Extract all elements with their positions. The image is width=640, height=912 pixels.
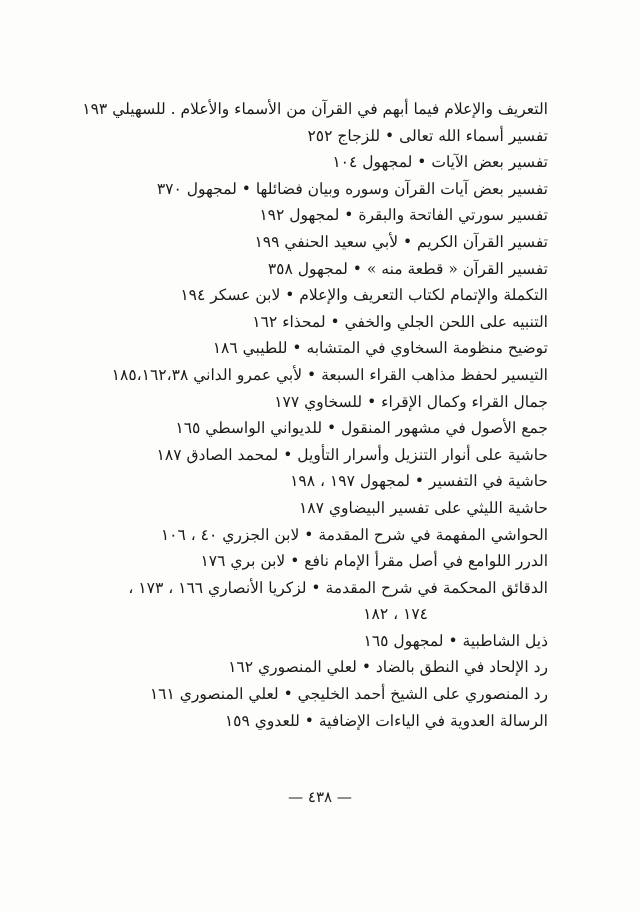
index-entry: حاشية الليثي على تفسير البيضاوي ١٨٧ bbox=[298, 498, 548, 517]
index-entry: رد المنصوري على الشيخ أحمد الخليجي • لعلي المنصوري ١٦١ bbox=[149, 685, 548, 704]
index-entry: الرسالة العدوية في الياءات الإضافية • للعدوي ١٥٩ bbox=[224, 711, 548, 730]
index-entry: تفسير القرآن « قطعة منه » • لمجهول ٣٥٨ bbox=[267, 259, 548, 278]
index-entry: التنبيه على اللحن الجلي والخفي • لمحذاء ١٦٢ bbox=[252, 312, 548, 331]
index-entries bbox=[28, 96, 548, 734]
index-entry: جمال القراء وكمال الإقراء • للسخاوي ١٧٧ bbox=[274, 392, 548, 411]
index-entry: الدقائق المحكمة في شرح المقدمة • لزكريا الأنصاري ١٦٦ ، ١٧٣ ، bbox=[128, 578, 548, 597]
index-entry-continuation: ١٧٤ ، ١٨٢ bbox=[363, 605, 428, 624]
page-number: — ٤٣٨ — bbox=[288, 788, 352, 806]
index-entry: تفسير بعض الآيات • لمجهول ١٠٤ bbox=[332, 153, 548, 172]
index-entry: الدرر اللوامع في أصل مقرأ الإمام نافع • لابن بري ١٧٦ bbox=[200, 552, 548, 571]
index-entry: التيسير لحفظ مذاهب القراء السبعة • لأبي عمرو الداني ١٨٥،١٦٢،٣٨ bbox=[111, 365, 548, 384]
index-entry: تفسير القرآن الكريم • لأبي سعيد الحنفي ١٩٩ bbox=[254, 232, 548, 251]
index-entry: توضيح منظومة السخاوي في المتشابه • للطيبي ١٨٦ bbox=[212, 339, 548, 358]
index-entry: رد الإلحاد في النطق بالضاد • لعلي المنصوري ١٦٢ bbox=[228, 658, 548, 677]
index-entry: تفسير بعض آيات القرآن وسوره وبيان فضائلها • لمجهول ٣٧٠ bbox=[156, 179, 548, 198]
index-entry: حاشية على أنوار التنزيل وأسرار التأويل • لمحمد الصادق ١٨٧ bbox=[156, 445, 548, 464]
index-entry: حاشية في التفسير • لمجهول ١٩٧ ، ١٩٨ bbox=[290, 472, 548, 491]
index-entry: ذيل الشاطبية • لمجهول ١٦٥ bbox=[363, 631, 548, 650]
index-entry: تفسير أسماء الله تعالى • للزجاج ٢٥٢ bbox=[307, 126, 548, 145]
index-entry: التكملة والإتمام لكتاب التعريف والإعلام • لابن عسكر ١٩٤ bbox=[180, 286, 548, 305]
index-entry: جمع الأصول في مشهور المنقول • للديواني الواسطي ١٦٥ bbox=[175, 419, 548, 438]
index-entry: تفسير سورتي الفاتحة والبقرة • لمجهول ١٩٢ bbox=[259, 206, 548, 225]
index-entry: التعريف والإعلام فيما أبهم في القرآن من الأسماء والأعلام . للسهيلي ١٩٣ bbox=[82, 100, 548, 118]
index-entry: الحواشي المفهمة في شرح المقدمة • لابن الجزري ٤٠ ، ١٠٦ bbox=[160, 525, 548, 544]
